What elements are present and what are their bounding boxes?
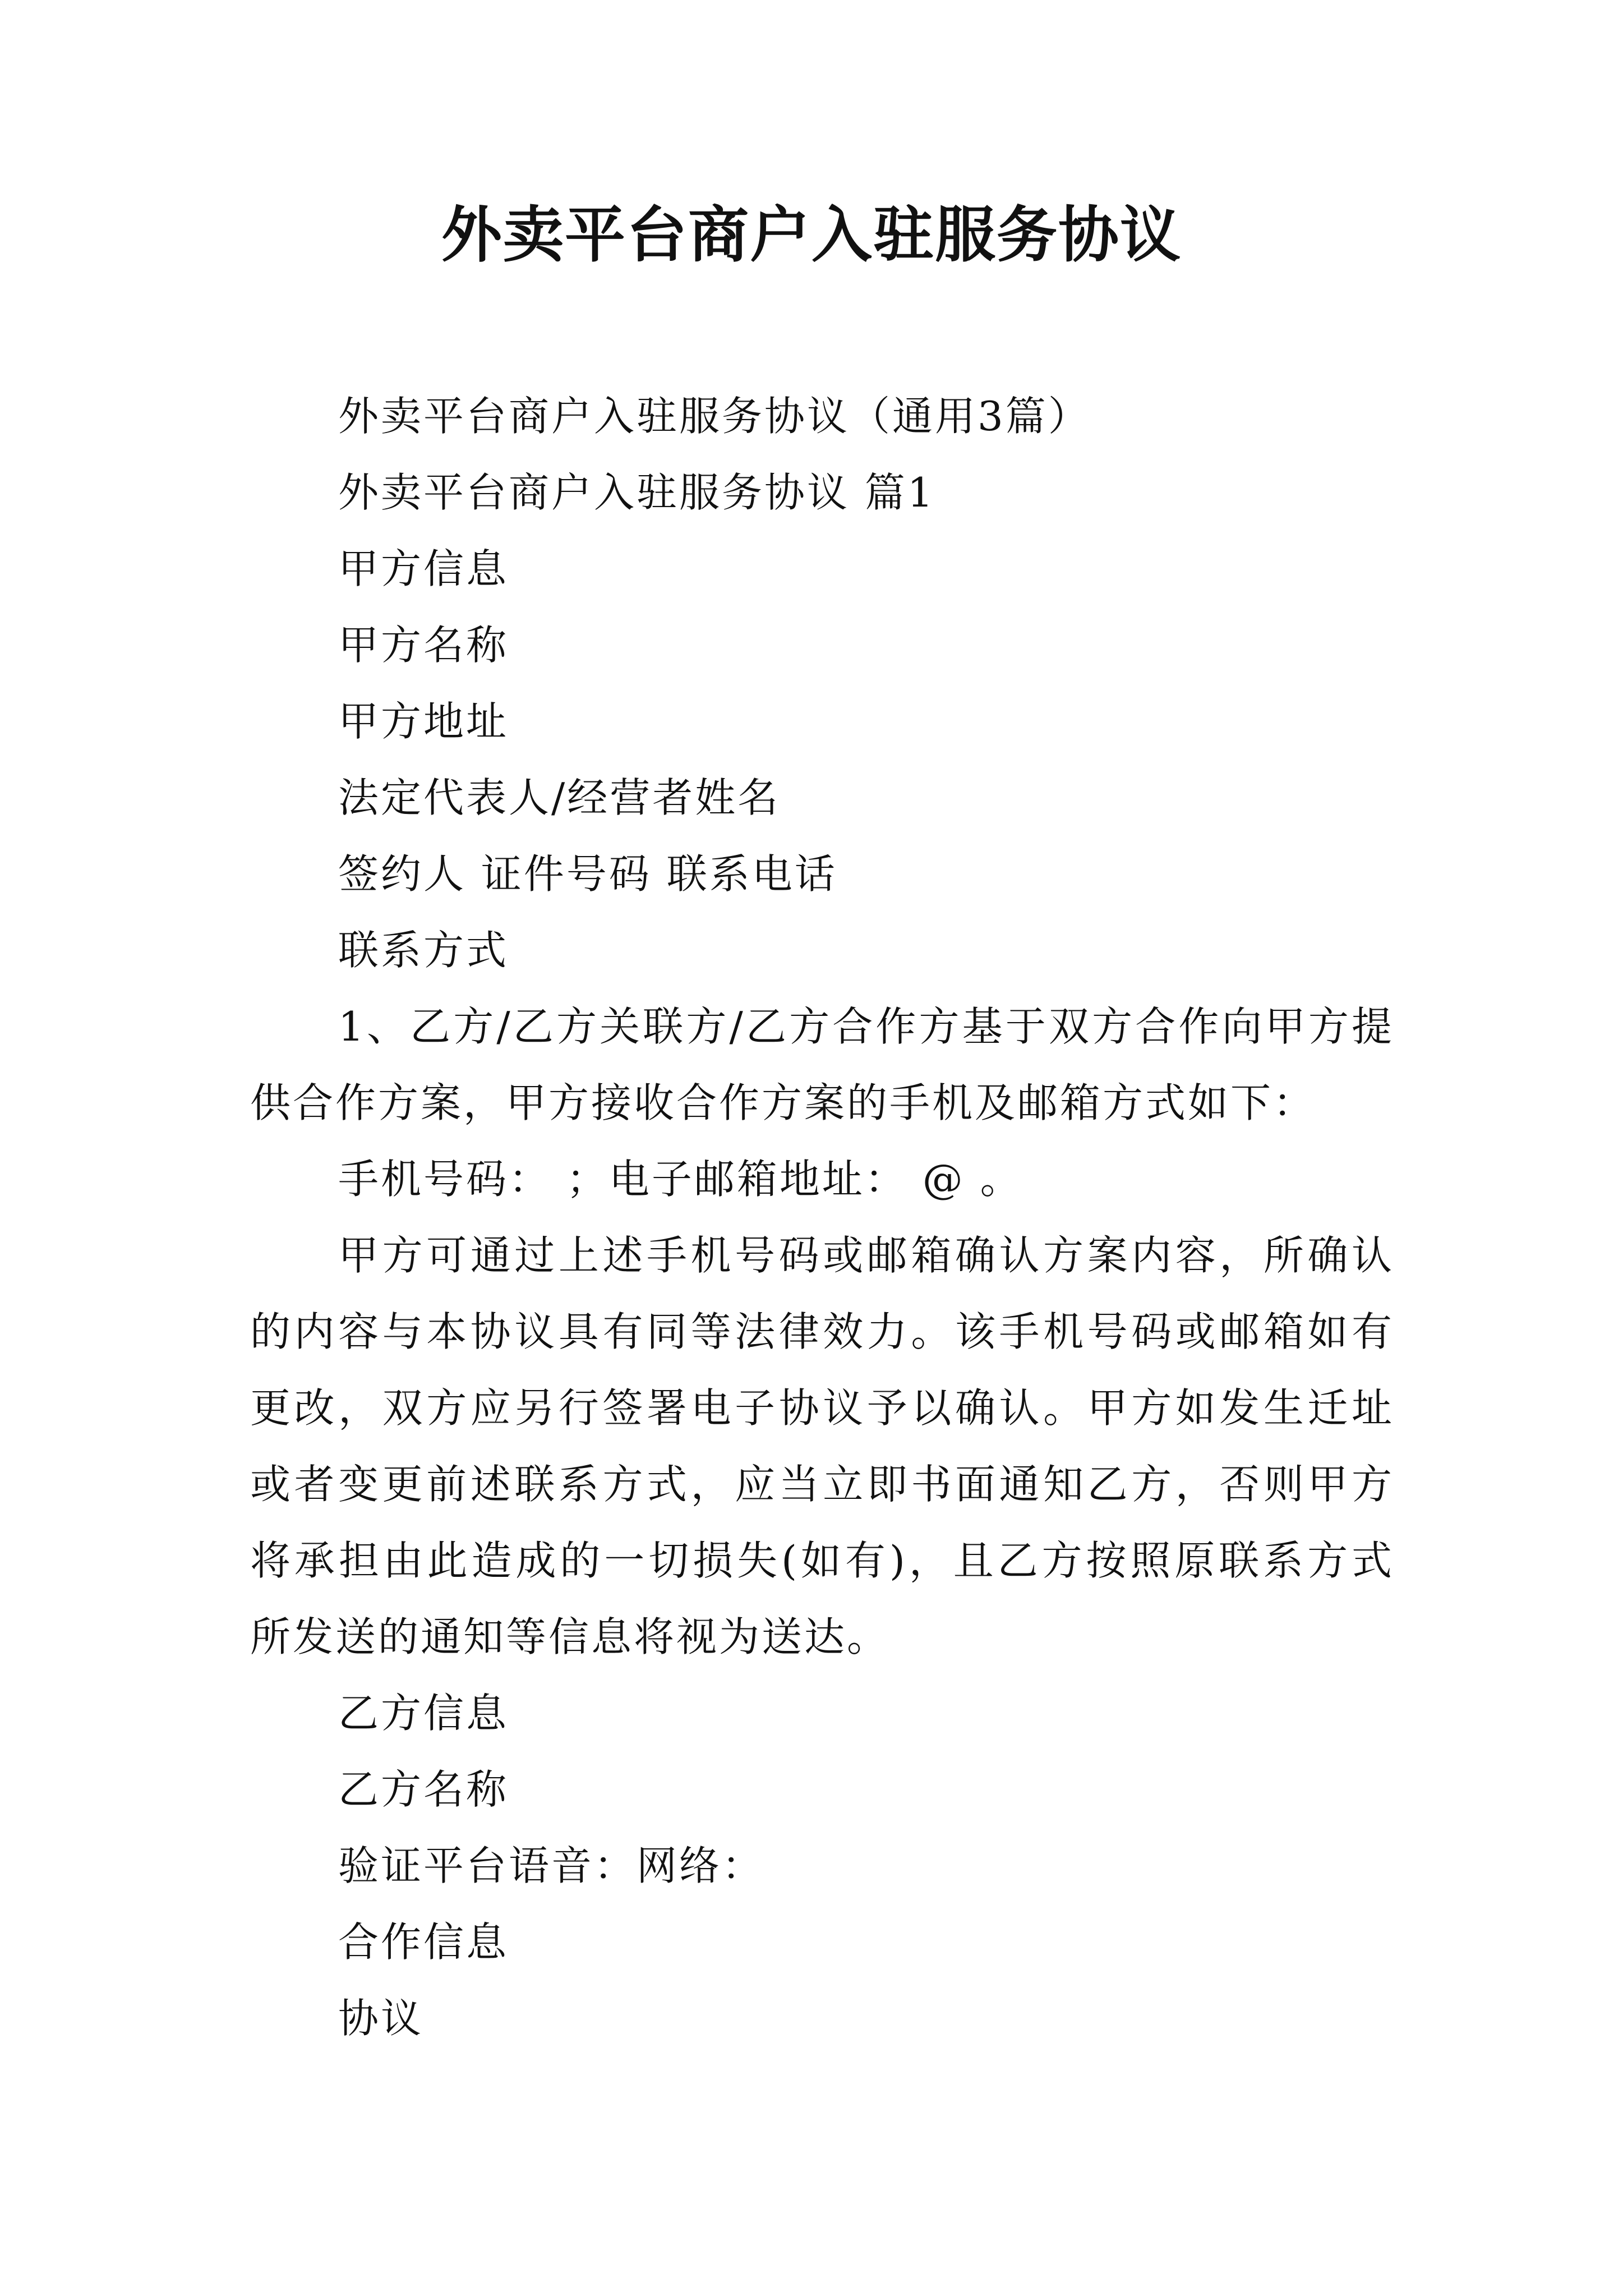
agreement-heading: 协议 [338, 1995, 424, 2042]
cooperation-info-heading: 合作信息 [338, 1918, 509, 1966]
subtitle-line: 外卖平台商户入驻服务协议（通用3篇） [338, 393, 1091, 440]
party-a-name-label: 甲方名称 [338, 622, 509, 669]
party-b-info-heading: 乙方信息 [338, 1690, 509, 1737]
party-b-name-label: 乙方名称 [338, 1766, 509, 1813]
document-body [250, 378, 1394, 2056]
party-a-address-label: 甲方地址 [338, 698, 509, 745]
phone-email-line: 手机号码： ；电子邮箱地址： @ 。 [338, 1156, 1023, 1203]
confirmation-paragraph: 甲方可通过上述手机号码或邮箱确认方案内容，所确认的内容与本协议具有同等法律效力。该手机号码或邮箱如有更改，双方应另行签署电子协议予以确认。甲方如发生迁址或者变更前述联系方式，应当立即书面通知乙方，否则甲方将承担由此造成的一切损失(如有)，且乙方按照原联系方式所发送的通知等信息将视为送达。 [250, 1232, 1394, 1660]
section-heading: 外卖平台商户入驻服务协议 篇1 [338, 469, 935, 516]
contact-method-label: 联系方式 [338, 927, 509, 974]
document-title: 外卖平台商户入驻服务协议 [441, 200, 1182, 270]
clause-1-paragraph: 1、乙方/乙方关联方/乙方合作方基于双方合作向甲方提供合作方案，甲方接收合作方案的手机及邮箱方式如下： [250, 1003, 1394, 1126]
party-a-info-heading: 甲方信息 [338, 545, 509, 592]
signatory-fields-label: 签约人 证件号码 联系电话 [338, 850, 837, 898]
legal-representative-label: 法定代表人/经营者姓名 [338, 774, 781, 821]
verification-platform-line: 验证平台语音：网络： [338, 1842, 765, 1889]
